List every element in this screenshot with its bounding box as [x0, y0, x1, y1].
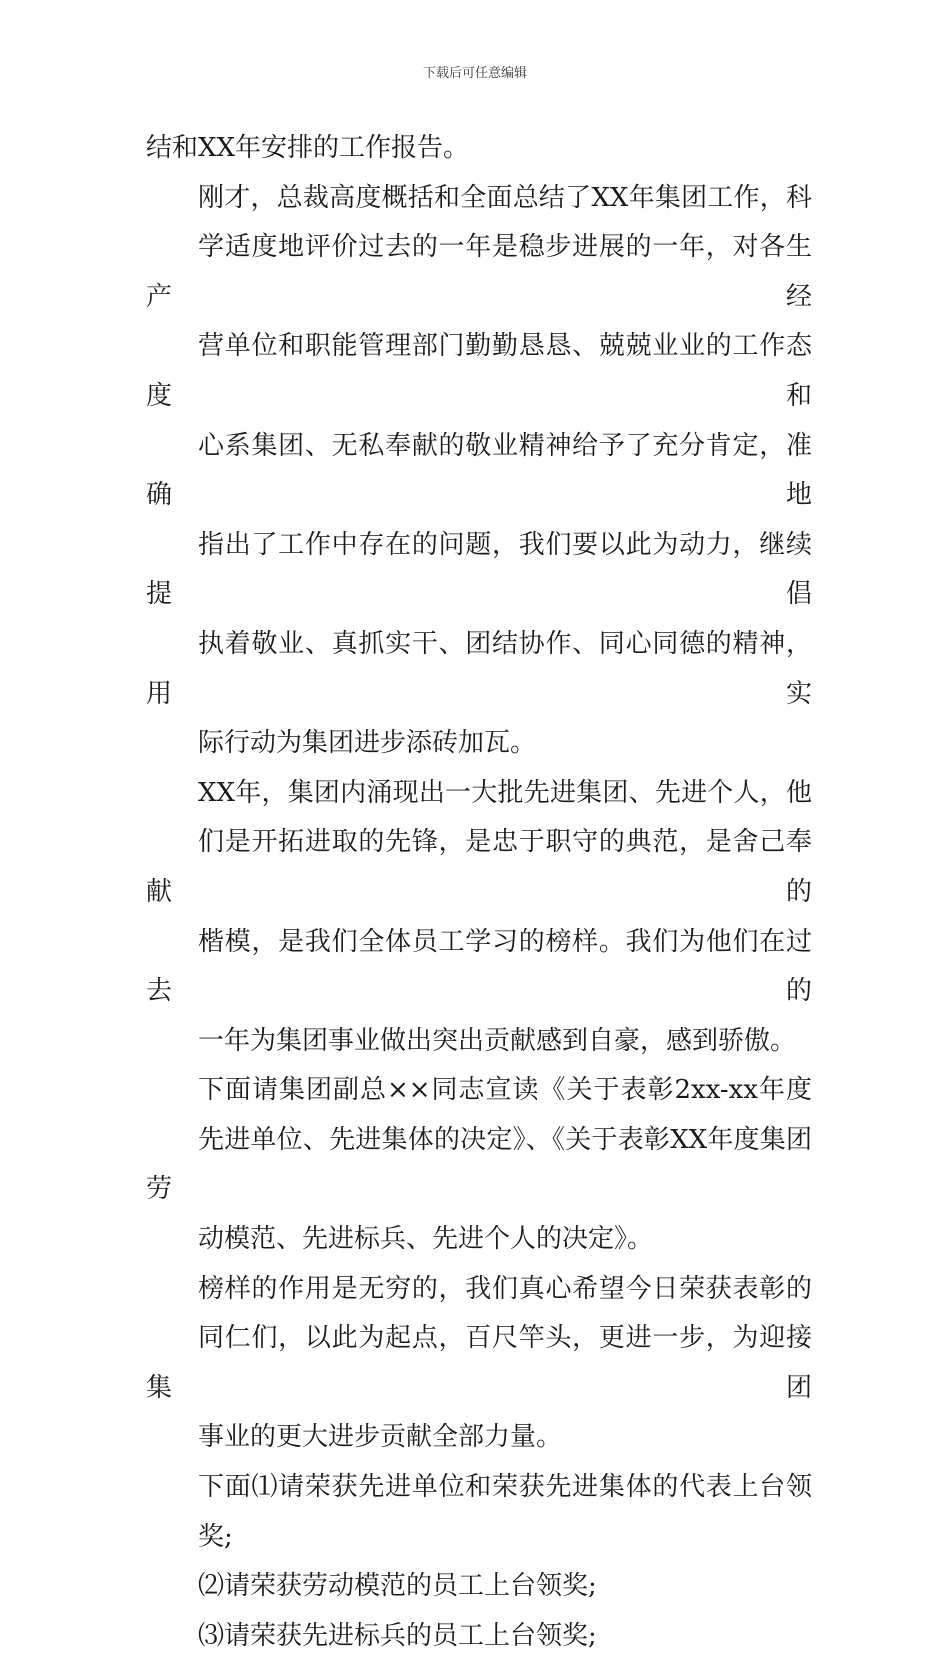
- paragraph: [146, 174, 812, 769]
- text-line: 榜样的作用是无穷的，我们真心希望今日荣获表彰的: [198, 1273, 812, 1304]
- paragraph: [146, 1265, 812, 1463]
- paragraph: [146, 1066, 812, 1264]
- paragraph: [146, 769, 812, 1067]
- text-line: ⑶请荣获先进标兵的员工上台领奖;: [198, 1620, 597, 1651]
- text-line: 奖;: [198, 1521, 233, 1552]
- text-line: 下面请集团副总××同志宣读《关于表彰2xx-xx年度: [198, 1075, 812, 1106]
- text-line: 楷模，是我们全体员工学习的榜样。我们为他们在过去的: [146, 926, 812, 1007]
- text-line: 事业的更大进步贡献全部力量。: [198, 1422, 563, 1453]
- text-line: XX年，集团内涌现出一大批先进集团、先进个人，他: [198, 777, 812, 808]
- text-line: 动模范、先进标兵、先进个人的决定》。: [198, 1224, 654, 1255]
- text-line: 结和XX年安排的工作报告。: [146, 133, 470, 163]
- text-line: 营单位和职能管理部门勤勤恳恳、兢兢业业的工作态度和: [146, 331, 812, 411]
- paragraph: [146, 1463, 812, 1562]
- text-line: 刚才，总裁高度概括和全面总结了XX年集团工作，科: [198, 182, 812, 213]
- text-line: 心系集团、无私奉献的敬业精神给予了充分肯定，准确地: [146, 430, 812, 511]
- document-body: [146, 124, 812, 1661]
- text-line: 们是开拓进取的先锋，是忠于职守的典范，是舍己奉献的: [146, 827, 812, 907]
- text-line: 执着敬业、真抓实干、团结协作、同心同德的精神，用实: [146, 628, 812, 709]
- paragraph: [146, 1562, 812, 1612]
- text-line: 下面⑴请荣获先进单位和荣获先进集体的代表上台领: [198, 1472, 812, 1503]
- text-line: 先进单位、先进集体的决定》、《关于表彰XX年度集团劳: [146, 1124, 812, 1205]
- text-line: 指出了工作中存在的问题，我们要以此为动力，继续提倡: [146, 529, 812, 610]
- page-header: 下载后可任意编辑: [422, 66, 527, 81]
- text-line: 同仁们，以此为起点，百尺竿头，更进一步，为迎接集团: [146, 1323, 812, 1403]
- text-line: 学适度地评价过去的一年是稳步进展的一年，对各生产经: [146, 232, 812, 312]
- text-line: ⑵请荣获劳动模范的员工上台领奖;: [198, 1571, 597, 1602]
- paragraph: [146, 124, 812, 174]
- text-line: 一年为集团事业做出突出贡献感到自豪，感到骄傲。: [198, 1025, 797, 1056]
- paragraph: [146, 1612, 812, 1661]
- text-line: 际行动为集团进步添砖加瓦。: [198, 728, 537, 759]
